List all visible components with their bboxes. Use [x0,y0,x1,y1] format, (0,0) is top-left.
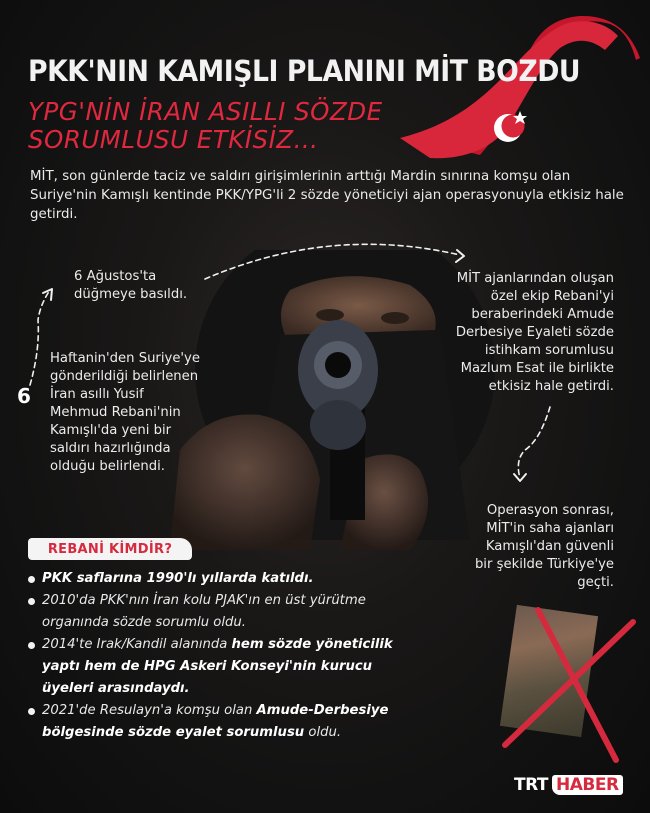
bullet-item [26,590,426,634]
bullet-item [26,700,426,744]
step-text: Kamışlı'da yeni bir [50,423,172,438]
trt-haber-logo [514,775,623,795]
step-text: etkisiz hale getirdi. [488,379,614,394]
step-text: özel ekip Rebani'yi [490,289,614,304]
subtitle-line-2: SORUMLUSU ETKİSİZ... [28,125,319,154]
timeline-step-1 [50,350,200,476]
bullet-text: 2014'te Irak/Kandil alanında [42,637,232,652]
bullet-text: oldu. [304,725,342,740]
logo-trt: TRT [514,775,549,795]
bullet-item [26,634,426,700]
timeline-step-4 [475,502,614,592]
step-text: Mazlum Esat ile birlikte [460,361,614,376]
subtitle [28,98,383,154]
step-text: Derbesiye Eyaleti sözde [455,325,614,340]
bullet-text-bold: PKK saflarına 1990'lı yıllarda katıldı. [42,571,314,586]
step-text: MİT ajanlarından oluşan [456,271,614,286]
step-text: saldırı hazırlığında [50,441,171,456]
timeline-step-3 [456,270,614,396]
timeline-step-2 [74,268,187,304]
step-text: istihkam sorumlusu [484,343,614,358]
step-text: olduğu belirlendi. [50,459,165,474]
step-text: Haftanin'den Suriye'ye [50,351,200,366]
step-text: MİT'in saha ajanları [486,521,614,536]
timeline-start-number: 6 [17,384,31,408]
bullet-text-bold: hem sözde yöneticilik yaptı hem de HPG Askeri Konseyi'nin kurucu üyeleri arasındaydı. [42,637,393,696]
bullet-item [26,568,426,590]
step-text: Kamışlı'dan güvenli [485,539,614,554]
intro-paragraph: MİT, son günlerde taciz ve saldırı girişimlerinin arttığı Mardin sınırına komşu olan Suriye'nin Kamışlı kentinde PKK/YPG'li 2 sözde yöneticiyi ajan operasyonuyla etkisiz hale getirdi. [30,169,624,222]
logo-haber: HABER [552,775,623,795]
step-text: beraberindeki Amude [471,307,614,322]
profile-heading: REBANİ KİMDİR? [47,541,173,557]
bullet-text: 2021'de Resulayn'a komşu olan [42,703,257,718]
profile-heading-badge [28,538,192,560]
step-text: Operasyon sonrası, [486,503,614,518]
bullet-text: 2010'da PKK'nın İran kolu PJAK'ın en üst yürütme organında sözde sorumlu oldu. [42,593,366,630]
step-text: düğmeye basıldı. [74,287,188,302]
masked-gunman-photo [170,250,500,550]
step-text: bir şekilde Türkiye'ye [474,557,614,572]
step-text: gönderildiği belirlenen [50,369,199,384]
step-text: 6 Ağustos'ta [74,269,157,284]
red-x-mark-icon [490,590,640,770]
step-text: geçti. [577,575,614,590]
step-text: İran asıllı Yusif [50,387,144,402]
subtitle-line-1: YPG'NİN İRAN ASILLI SÖZDE [28,97,383,126]
page-title: PKK'NIN KAMIŞLI PLANINI MİT BOZDU [28,54,581,88]
step-text: Mehmud Rebani'nin [50,405,181,420]
profile-bullet-list [26,568,426,744]
bullet-text-bold: Amude-Derbesiye bölgesinde sözde eyalet sorumlusu [42,703,389,740]
